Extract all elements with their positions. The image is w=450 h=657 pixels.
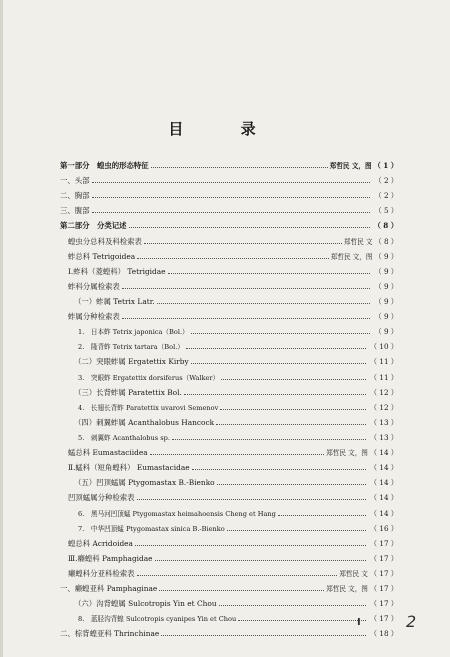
toc-entry-title: 第一部分 蝗虫的形态特征: [60, 161, 149, 170]
toc-entry-page: （ 9 ）: [374, 281, 398, 291]
toc-entry: [60, 203, 398, 218]
toc-entry-author: 郑哲民 文，图: [330, 252, 373, 261]
leader-dots: [221, 379, 366, 380]
toc-entry-page: （ 14 ）: [369, 493, 398, 503]
toc-entry: [60, 490, 398, 505]
toc-entry-page: （ 17 ）: [369, 614, 398, 624]
toc-entry: [60, 354, 398, 369]
leader-dots: [278, 515, 366, 516]
leader-dots: [137, 499, 366, 500]
leader-dots: [192, 469, 366, 470]
toc-entry: [60, 521, 398, 536]
toc-entry-title: 蚱属分种检索表: [68, 312, 120, 322]
toc-entry: [60, 460, 398, 475]
toc-entry-page: （ 12 ）: [369, 387, 398, 397]
page-title: 目 录: [168, 120, 282, 138]
toc-entry-page: （ 12 ）: [369, 402, 398, 412]
toc-entry-page: （ 11 ）: [369, 357, 398, 367]
toc-entry-author: 郑哲民 文: [339, 569, 368, 578]
toc-entry-page: （ 17 ）: [369, 568, 398, 578]
toc-entry-title: 8. 蓝胫沟背蝗 Sulcotropis cyanipes Yin et Chou: [78, 615, 237, 624]
toc-entry-page: （ 5 ）: [374, 206, 398, 216]
toc-entry: [60, 279, 398, 294]
leader-dots: [137, 258, 329, 259]
toc-entry-page: （ 14 ）: [369, 508, 398, 518]
toc-entry-title: 7. 中华凹顶蜢 Ptygomastax sinica B.-Bienko: [78, 524, 225, 533]
toc-entry-title: （二）突眼蚱属 Ergatettix Kirby: [74, 357, 189, 367]
leader-dots: [184, 394, 366, 395]
toc-entry: [60, 218, 398, 233]
leader-dots: [168, 273, 371, 274]
toc-entry: [60, 370, 398, 385]
toc-entry-author: 郑哲民 文，图: [326, 449, 368, 458]
leader-dots: [137, 575, 338, 576]
toc-entry: [60, 445, 398, 460]
toc-entry-page: （ 1 ）: [373, 161, 398, 170]
toc-entry-title: 6. 黑马河凹顶蜢 Ptygomastax heimahoensis Cheng et Hang: [78, 509, 276, 518]
toc-entry: [60, 234, 398, 249]
toc-entry-page: （ 14 ）: [369, 478, 398, 488]
table-of-contents: [60, 158, 398, 642]
toc-entry: [60, 400, 398, 415]
toc-entry-title: 一、头部: [60, 176, 90, 186]
toc-entry-page: （ 11 ）: [369, 372, 398, 382]
leader-dots: [220, 409, 366, 410]
toc-entry: [60, 430, 398, 445]
toc-entry-title: 一、癞蝗亚科 Pamphaginae: [60, 584, 158, 594]
toc-entry-page: （ 14 ）: [369, 448, 398, 458]
toc-entry-title: 4. 长翅长背蚱 Paratettix uvarovi Semenov: [78, 403, 219, 412]
leader-dots: [151, 167, 328, 168]
page-number-mark: Ⅰ: [357, 617, 361, 628]
toc-entry: [60, 249, 398, 264]
toc-entry-page: （ 17 ）: [369, 599, 398, 609]
toc-entry: [60, 551, 398, 566]
leader-dots: [191, 333, 371, 334]
toc-entry-page: （ 9 ）: [374, 296, 398, 306]
toc-entry-title: 3. 突眼蚱 Ergatettix dorsiferus（Walker）: [78, 373, 220, 382]
toc-entry-page: （ 18 ）: [369, 629, 398, 639]
toc-entry-title: 蚱总科 Tetrigoidea: [68, 251, 136, 261]
toc-entry-page: （ 9 ）: [374, 251, 398, 261]
leader-dots: [122, 318, 371, 319]
leader-dots: [92, 212, 371, 213]
toc-entry: [60, 324, 398, 339]
leader-dots: [157, 303, 371, 304]
toc-entry: [60, 385, 398, 400]
toc-entry: [60, 581, 398, 596]
toc-entry: [60, 506, 398, 521]
toc-entry-page: （ 2 ）: [374, 191, 398, 201]
toc-entry-title: （五）凹顶蜢属 Ptygomastax B.-Bienko: [74, 478, 215, 488]
toc-entry: [60, 309, 398, 324]
toc-entry-title: （六）沟背蝗属 Sulcotropis Yin et Chou: [74, 599, 217, 609]
toc-entry: [60, 536, 398, 551]
toc-entry-author: 郑哲民 文，图: [326, 585, 368, 594]
leader-dots: [172, 439, 366, 440]
leader-dots: [238, 620, 366, 621]
toc-entry-title: Ⅱ.蜢科（短角蝗科） Eumastacidae: [68, 463, 190, 473]
toc-entry: [60, 294, 398, 309]
toc-entry-page: （ 14 ）: [369, 463, 398, 473]
toc-entry-title: 1. 日本蚱 Tetrix japonica（Bol.）: [78, 328, 189, 337]
toc-entry-title: Ⅰ.蚱科（菱蝗科） Tetrigidae: [68, 266, 166, 276]
leader-dots: [129, 227, 370, 228]
toc-entry: [60, 626, 398, 641]
toc-entry-title: （四）刺翼蚱属 Acanthalobus Hancock: [74, 417, 215, 427]
leader-dots: [219, 605, 366, 606]
leader-dots: [227, 530, 366, 531]
leader-dots: [217, 484, 366, 485]
toc-entry-title: （三）长背蚱属 Paratettix Bol.: [74, 387, 182, 397]
handwritten-mark: 2: [406, 612, 417, 631]
toc-entry-page: （ 17 ）: [369, 538, 398, 548]
toc-entry: [60, 173, 398, 188]
toc-entry-page: （ 17 ）: [369, 584, 398, 594]
toc-entry-page: （ 9 ）: [374, 266, 398, 276]
toc-entry-page: （ 9 ）: [374, 312, 398, 322]
toc-entry-page: （ 13 ）: [369, 432, 398, 442]
toc-entry: [60, 188, 398, 203]
toc-entry-author: 郑哲民 文，图: [329, 162, 372, 170]
toc-entry: [60, 158, 398, 173]
toc-entry-page: （ 9 ）: [374, 327, 398, 337]
toc-entry-title: 2. 隆背蚱 Tetrix tartara（Bol.）: [78, 343, 184, 352]
toc-entry-title: 二、胸部: [60, 191, 90, 201]
leader-dots: [92, 182, 371, 183]
leader-dots: [159, 590, 324, 591]
toc-entry-title: 三、腹部: [60, 206, 90, 216]
leader-dots: [191, 363, 366, 364]
leader-dots: [92, 197, 371, 198]
toc-entry-page: （ 13 ）: [369, 417, 398, 427]
toc-entry: [60, 264, 398, 279]
toc-entry: [60, 339, 398, 354]
toc-entry: [60, 611, 398, 626]
toc-entry: [60, 596, 398, 611]
toc-entry-title: 第二部分 分类记述: [60, 221, 127, 231]
toc-entry-page: （ 17 ）: [369, 553, 398, 563]
toc-entry: [60, 566, 398, 581]
toc-entry-title: 蚱科分属检索表: [68, 281, 120, 291]
toc-entry-page: （ 8 ）: [374, 236, 398, 246]
leader-dots: [135, 545, 366, 546]
page-edge: [0, 0, 3, 657]
toc-entry-title: 蝗虫分总科及科检索表: [68, 236, 142, 246]
leader-dots: [150, 454, 325, 455]
leader-dots: [155, 560, 366, 561]
toc-entry-title: （一）蚱属 Tetrix Latr.: [74, 296, 155, 306]
toc-entry-author: 郑哲民 文: [343, 237, 373, 246]
toc-entry-page: （ 16 ）: [369, 523, 398, 533]
toc-entry-page: （ 8 ）: [373, 221, 398, 231]
leader-dots: [161, 635, 366, 636]
toc-entry: [60, 415, 398, 430]
toc-entry-title: Ⅲ.癞蝗科 Pamphagidae: [68, 553, 153, 563]
leader-dots: [186, 348, 366, 349]
toc-entry-title: 5. 刺翼蚱 Acanthalobus sp.: [78, 433, 170, 442]
toc-entry-title: 二、棕背蝗亚科 Thrinchinae: [60, 629, 160, 639]
toc-entry: [60, 475, 398, 490]
toc-entry-page: （ 2 ）: [374, 176, 398, 186]
toc-entry-title: 蝗总科 Acridoidea: [68, 538, 133, 548]
leader-dots: [216, 424, 366, 425]
toc-entry-title: 蜢总科 Eumastaciidea: [68, 448, 148, 458]
toc-entry-title: 癞蝗科分亚科检索表: [68, 568, 135, 578]
leader-dots: [144, 243, 342, 244]
toc-entry-page: （ 10 ）: [369, 342, 398, 352]
leader-dots: [122, 288, 371, 289]
toc-entry-title: 凹顶蜢属分种检索表: [68, 493, 135, 503]
